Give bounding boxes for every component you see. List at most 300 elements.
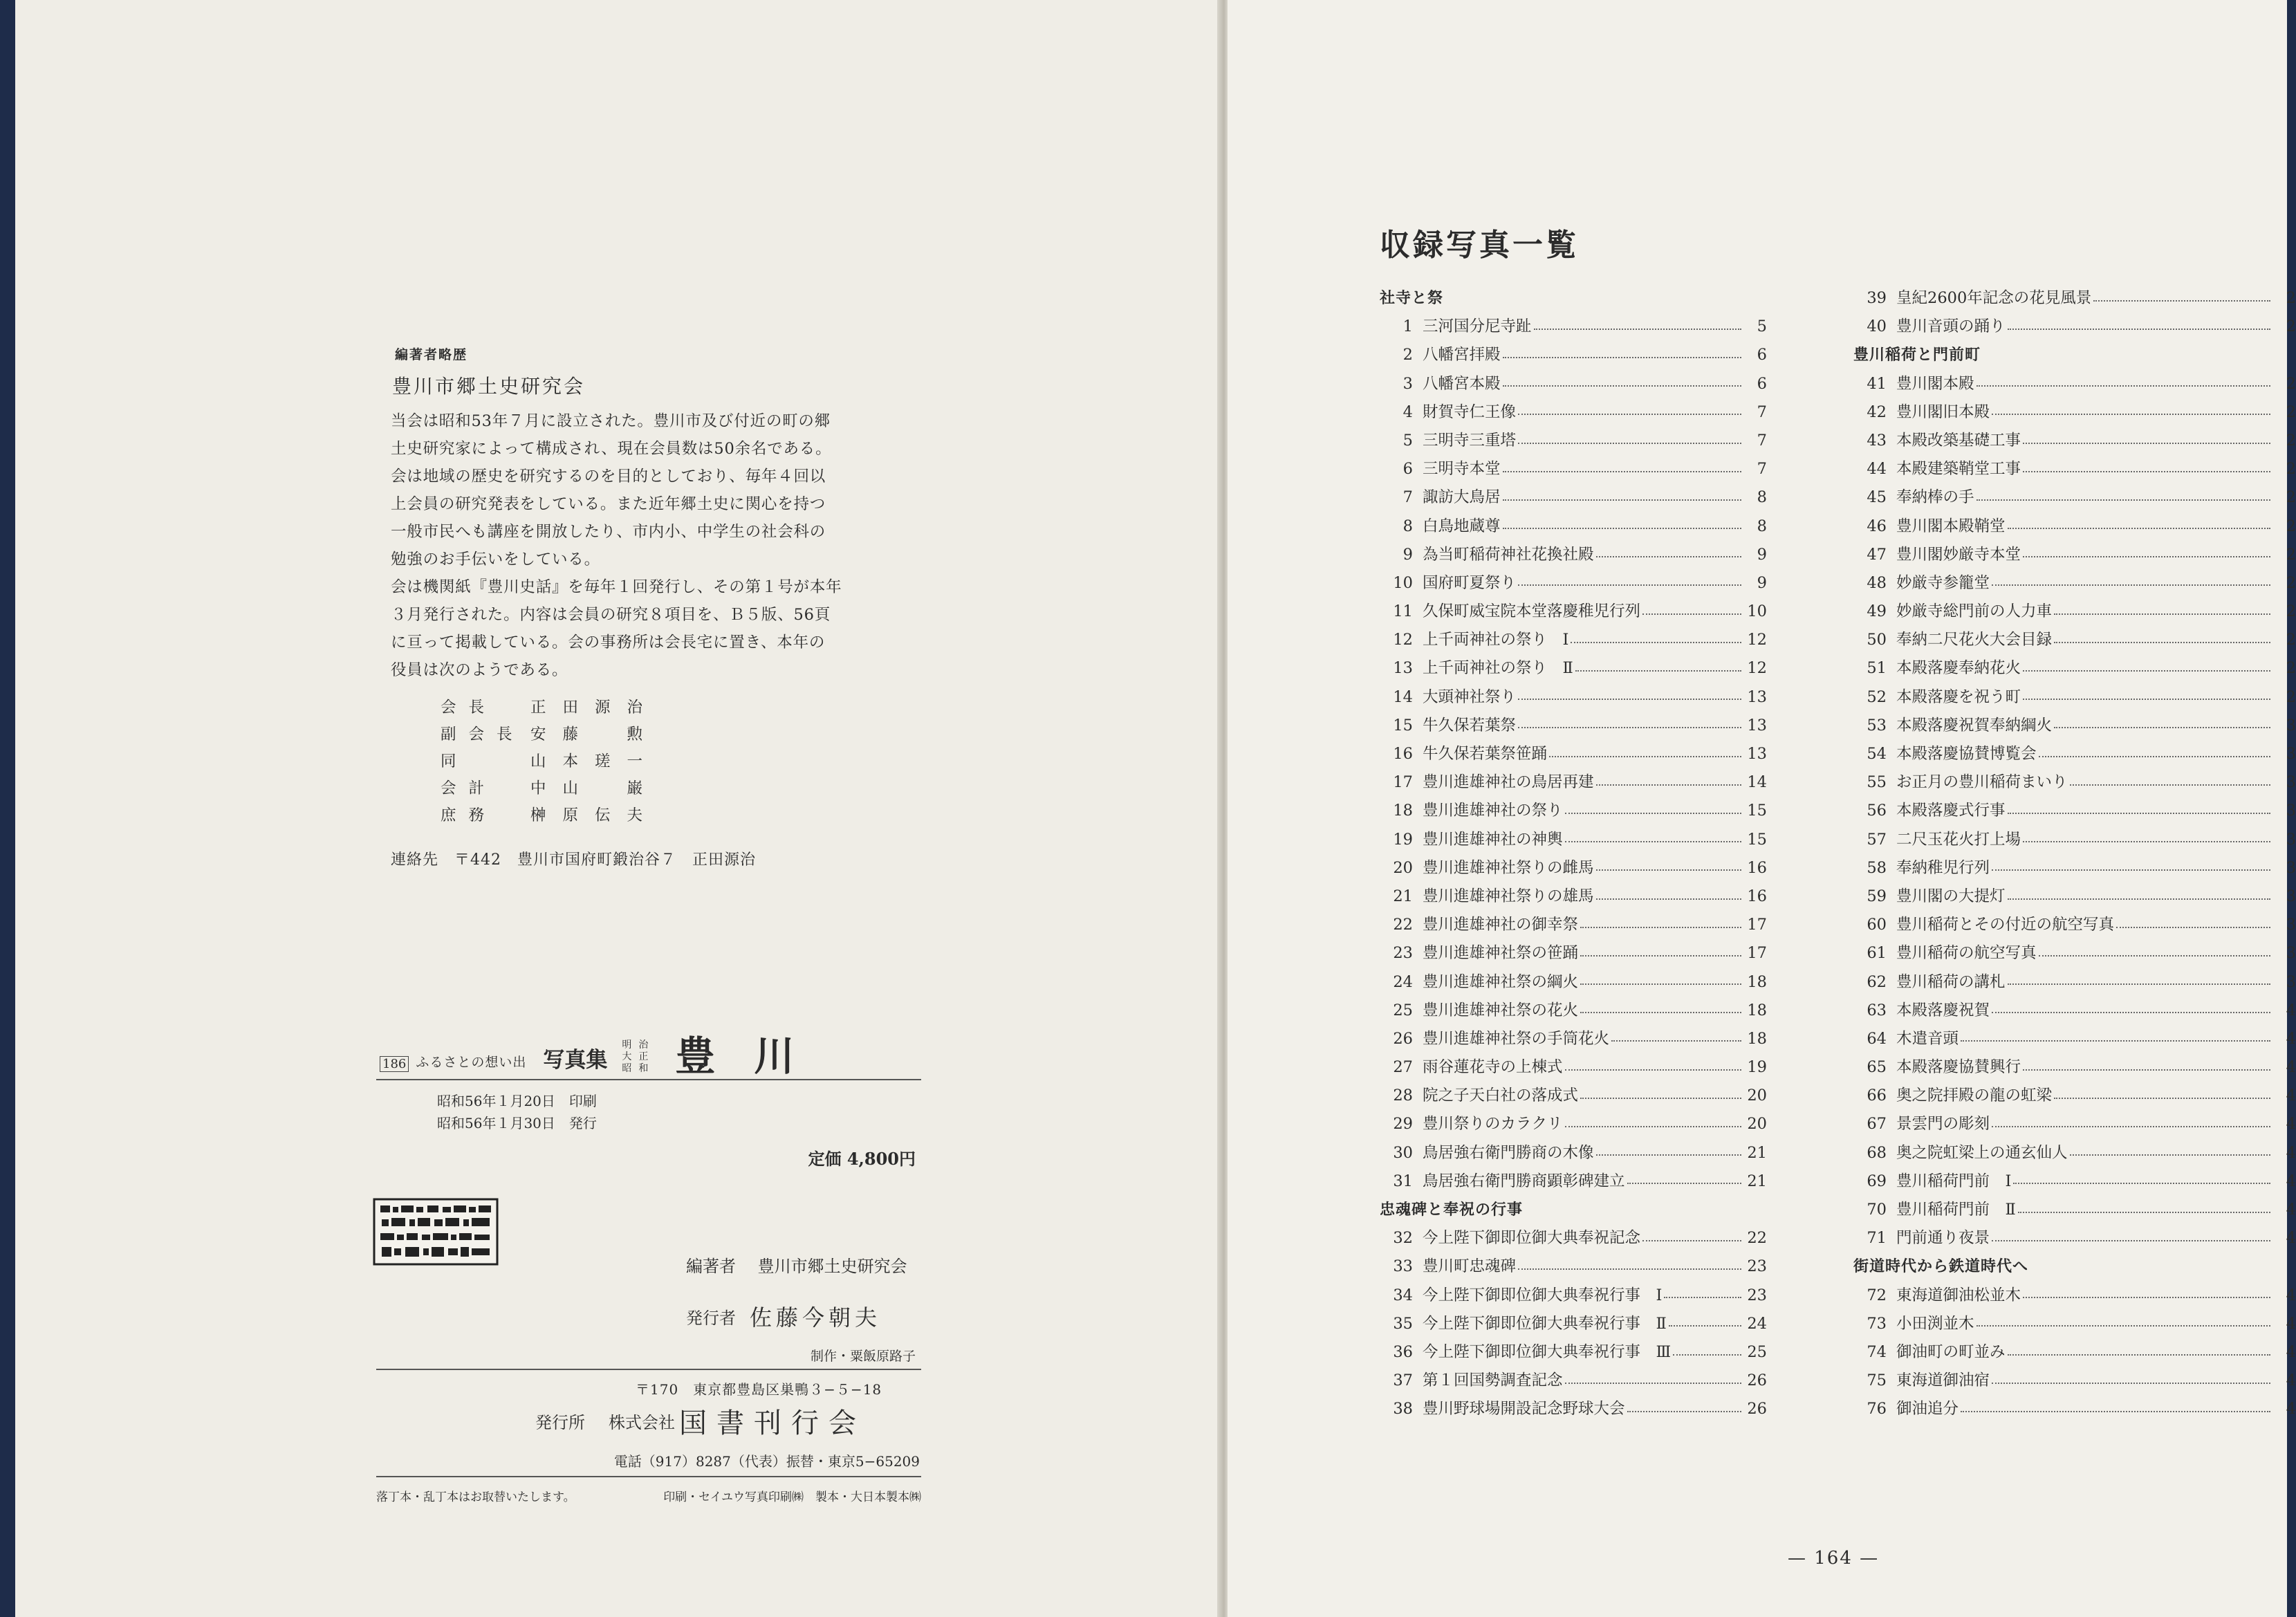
entry-page: 24 [1747,1314,1767,1333]
publisher-name: 佐藤今朝夫 [750,1304,882,1331]
dot-leader [2116,927,2270,928]
dot-leader [1565,1069,1741,1071]
dot-leader [2008,983,2270,985]
entry-title: 鳥居強右衛門勝商顕彰碑建立 [1423,1172,1625,1190]
dot-leader [1565,813,1741,814]
officer-role: 庶務 [441,806,497,824]
toc-entry [1380,712,1767,740]
toc-entry [1380,826,1767,854]
entry-page: 23 [1747,1286,1767,1304]
entry-number: 41 [1867,374,1887,393]
entry-title: 本殿建築鞘堂工事 [1896,460,2021,479]
entry-page: 21 [1747,1172,1767,1190]
toc-entry [1380,1082,1767,1110]
entry-number: 10 [1393,573,1413,592]
entry-number: 75 [1867,1371,1887,1390]
toc-entry [1380,512,1767,541]
toc-entry [1853,654,2296,683]
toc-entry [1853,939,2296,968]
toc-entry [1853,284,2296,313]
entry-number: 34 [1393,1286,1413,1304]
entry-page: 7 [1757,460,1767,479]
dot-leader [2070,784,2270,786]
dot-leader [1518,1268,1741,1270]
toc-entry [1853,683,2296,712]
entry-number: 28 [1393,1087,1413,1105]
dot-leader [2023,1069,2270,1071]
toc-entry [1853,997,2296,1025]
entry-number: 21 [1393,887,1413,905]
entry-number: 42 [1867,403,1887,421]
entry-number: 9 [1402,545,1413,564]
entry-title: 今上陛下御即位御大典奉祝記念 [1423,1229,1641,1248]
bio-paragraph [391,407,902,684]
entry-title: 豊川稲荷の講札 [1896,972,2006,991]
entry-number: 32 [1393,1229,1413,1248]
dot-leader [1642,1240,1741,1241]
entry-title: 豊川進雄神社の神輿 [1423,830,1563,849]
entry-page: 15 [1747,830,1767,849]
era-char: 正 [638,1051,649,1062]
entry-page: 4 [2286,1201,2296,1219]
entry-number: 52 [1867,687,1887,706]
dot-leader [1518,584,1741,586]
toc-entry [1380,1367,1767,1395]
entry-number: 66 [1867,1087,1887,1105]
toc-entry [1853,1367,2296,1395]
entry-number: 15 [1393,716,1413,734]
entry-page: 4 [2286,1229,2296,1248]
dot-leader [1575,670,1741,672]
toc-entry [1853,1310,2296,1338]
entry-number: 20 [1393,858,1413,877]
bio-line: に亘って掲載している。会の事務所は会長宅に置き、本年の [391,634,826,652]
entry-page: 3 [2286,972,2296,991]
dot-leader [2023,1297,2270,1298]
entry-number: 69 [1867,1172,1887,1190]
colophon-title-line [376,1035,921,1080]
toc-entry [1853,1224,2296,1253]
toc-entry [1380,883,1767,911]
dot-leader [2070,1154,2270,1156]
editor-biography [391,344,902,869]
entry-number: 68 [1867,1143,1887,1162]
entry-title: 豊川稲荷門前 Ⅰ [1896,1172,2012,1190]
entry-number: 53 [1867,716,1887,734]
toc-entry [1380,598,1767,626]
entry-title: 二尺玉花火打上場 [1896,830,2021,849]
toc-entry [1380,1053,1767,1082]
book-title: 豊川 [675,1033,833,1080]
officer-list [441,692,902,827]
toc-entry [1853,313,2296,341]
entry-title: 上千両神社の祭り Ⅰ [1423,631,1569,649]
dot-leader [1580,1012,1741,1013]
entry-page: 2 [2286,573,2296,592]
dot-leader [1673,1354,1741,1356]
entry-number: 63 [1867,1001,1887,1019]
dot-leader [1992,1383,2270,1384]
era-char: 和 [638,1063,649,1074]
entry-number: 61 [1867,944,1887,963]
firm-name: 国書刊行会 [679,1407,866,1439]
dot-leader [2054,642,2270,643]
entry-page: 2 [2286,488,2296,507]
toc-entry [1380,797,1767,825]
entry-title: 八幡宮拝殿 [1423,346,1501,364]
dot-leader [1976,385,2270,387]
entry-page: 8 [1757,517,1767,535]
entry-number: 47 [1867,545,1887,564]
entry-title: 国府町夏祭り [1423,573,1517,592]
entry-title: 小田渕並木 [1896,1314,1974,1333]
entry-title: 豊川閣の大提灯 [1896,887,2006,905]
toc-entry [1853,1053,2296,1082]
entry-title: 雨谷蓮花寺の上棟式 [1423,1058,1563,1077]
entry-number: 30 [1393,1143,1413,1162]
entry-page: 4 [2286,1314,2296,1333]
toc-entry [1380,1110,1767,1138]
dot-leader [1534,329,1741,330]
toc-entry [1380,1395,1767,1423]
colophon [376,1035,921,1504]
bio-line: 一般市民へも講座を開放したり、市内小、中学生の社会科の [391,523,826,541]
entry-number: 56 [1867,802,1887,820]
entry-number: 14 [1393,687,1413,706]
entry-title: 大頭神社祭り [1423,687,1517,706]
entry-number: 36 [1393,1342,1413,1361]
entry-title: 三明寺本堂 [1423,460,1501,479]
toc-entry [1853,455,2296,483]
entry-page: 4 [2286,1371,2296,1390]
entry-page: 18 [1747,972,1767,991]
entry-page: 3 [2286,944,2296,963]
dot-leader [1642,613,1741,615]
toc-section-heading: 社寺と祭 [1380,289,1444,307]
dot-leader [1565,841,1741,842]
left-page [15,0,1221,1617]
toc-entry [1853,968,2296,997]
entry-number: 1 [1402,317,1413,336]
entry-number: 72 [1867,1286,1887,1304]
entry-title: 今上陛下御即位御大典奉祝行事 Ⅱ [1423,1314,1667,1333]
entry-title: 豊川進雄神社祭りの雄馬 [1423,887,1594,905]
entry-number: 23 [1393,944,1413,963]
entry-page: 2 [2286,659,2296,678]
entry-page: 2 [2286,431,2296,450]
entry-number: 67 [1867,1115,1887,1134]
entry-page: 2 [2286,631,2296,649]
toc-section-heading: 豊川稲荷と門前町 [1853,346,1981,364]
entry-number: 76 [1867,1400,1887,1419]
toc-entry [1853,712,2296,740]
editor-name: 豊川市郷土史研究会 [757,1257,907,1276]
dot-leader [2018,1212,2270,1213]
entry-title: 豊川祭りのカラクリ [1423,1115,1563,1134]
toc-section-heading: 街道時代から鉄道時代へ [1853,1257,2029,1276]
officer-row [441,773,902,800]
toc-entry [1853,1110,2296,1138]
telephone-line: 電話（917）8287（代表）振替・東京5−65209 [376,1450,921,1477]
entry-title: 豊川閣旧本殿 [1896,403,1990,421]
entry-page: 2 [2286,460,2296,479]
entry-title: 本殿落慶奉納花火 [1896,659,2021,678]
entry-number: 57 [1867,830,1887,849]
entry-title: 本殿改築基礎工事 [1896,431,2021,450]
entry-page: 3 [2286,716,2296,734]
entry-number: 64 [1867,1029,1887,1048]
toc-entry [1853,1395,2296,1423]
footer-right: 印刷・セイユウ写真印刷㈱ 製本・大日本製本㈱ [663,1490,921,1504]
entry-number: 65 [1867,1058,1887,1077]
dot-leader [1627,1411,1741,1412]
entry-page: 4 [2286,1001,2296,1019]
publisher-row [686,1300,921,1332]
toc-entry [1380,569,1767,598]
dot-leader [1503,385,1741,387]
toc-entry [1380,341,1767,369]
toc-entry [1853,854,2296,883]
entry-number: 39 [1867,289,1887,307]
toc-column-2 [1853,284,2296,1424]
entry-number: 3 [1402,374,1413,393]
entry-number: 6 [1402,460,1413,479]
firm-kk: 株式会社 [609,1413,675,1432]
dot-leader [1664,1297,1741,1298]
price: 定価 4,800円 [808,1149,916,1169]
entry-page: 4 [2286,1115,2296,1134]
dot-leader [1992,869,2270,871]
officer-name: 山本瑳一 [530,752,660,770]
entry-number: 7 [1402,488,1413,507]
editor-label: 編著者 [686,1257,736,1276]
toc-column-1 [1380,284,1767,1424]
toc-entry [1380,1139,1767,1167]
dot-leader [2013,1183,2270,1184]
entry-page: 3 [2286,858,2296,877]
entry-number: 58 [1867,858,1887,877]
entry-title: 豊川進雄神社祭の笹踊 [1423,944,1579,963]
dot-leader [1580,927,1741,928]
bio-line: 会は地域の歴史を研究するのを目的としており、毎年４回以 [391,468,826,486]
era-char: 大 [622,1051,632,1062]
toc-section-heading: 忠魂碑と奉祝の行事 [1380,1201,1524,1219]
publishing-firm [535,1401,921,1441]
entry-page: 2 [2286,687,2296,706]
entry-number: 45 [1867,488,1887,507]
entry-page: 4 [2286,1342,2296,1361]
toc-entry [1380,1338,1767,1367]
entry-title: 御油追分 [1896,1400,1959,1419]
toc-entry [1853,541,2296,569]
entry-number: 73 [1867,1314,1887,1333]
series-number: 186 [380,1056,409,1072]
dot-leader [1518,443,1741,444]
entry-number: 46 [1867,517,1887,535]
toc-entry [1380,313,1767,341]
entry-number: 74 [1867,1342,1887,1361]
entry-page: 2 [2286,403,2296,421]
dot-leader [1565,1383,1741,1384]
bio-line: 当会は昭和53年７月に設立された。豊川市及び付近の町の郷 [391,412,831,430]
officer-name: 榊原伝夫 [530,806,660,824]
entry-title: 奉納二尺花火大会目録 [1896,631,2053,649]
entry-page: 4 [2286,1400,2296,1419]
entry-title: 妙厳寺総門前の人力車 [1896,602,2053,621]
entry-title: 白鳥地蔵尊 [1423,517,1501,535]
entry-title: 豊川音頭の踊り [1896,317,2006,336]
entry-title: 豊川稲荷門前 Ⅱ [1896,1201,2016,1219]
dot-leader [1549,756,1741,757]
dot-leader [1976,1325,2270,1327]
toc-entry [1853,1167,2296,1196]
firm-label: 発行所 [535,1413,585,1432]
toc-entry [1380,654,1767,683]
entry-title: 奉納稚児行列 [1896,858,1990,877]
dot-leader [2023,471,2270,472]
dot-leader [1596,898,1741,900]
entry-title: 豊川進雄神社祭の手筒花火 [1423,1029,1610,1048]
entry-page: 17 [1747,916,1767,934]
right-page [1228,0,2296,1617]
entry-title: 御油町の町並み [1896,1342,2006,1361]
toc-entry [1380,541,1767,569]
officer-row [441,719,902,746]
dot-leader [1518,414,1741,415]
dot-leader [2054,613,2270,615]
entry-title: 豊川稲荷とその付近の航空写真 [1896,916,2115,934]
toc-entry [1853,398,2296,427]
entry-title: 第１回国勢調査記念 [1423,1371,1563,1390]
entry-number: 16 [1393,745,1413,763]
entry-number: 51 [1867,659,1887,678]
dot-leader [1596,784,1741,786]
entry-number: 29 [1393,1115,1413,1134]
toc-entry [1380,683,1767,712]
entry-page: 25 [1747,1342,1767,1361]
entry-number: 55 [1867,773,1887,792]
entry-title: 皇紀2600年記念の花見風景 [1896,289,2092,307]
entry-number: 71 [1867,1229,1887,1248]
dot-leader [2008,1354,2270,1356]
dot-leader [1503,357,1741,358]
entry-number: 26 [1393,1029,1413,1048]
entry-page: 4 [2286,1286,2296,1304]
toc-entry [1853,370,2296,398]
entry-title: 木遣音頭 [1896,1029,1959,1048]
dot-leader [2054,727,2270,728]
entry-page: 2 [2286,317,2296,336]
entry-number: 13 [1393,659,1413,678]
entry-number: 33 [1393,1257,1413,1276]
entry-title: 本殿落慶祝賀 [1896,1001,1990,1019]
entry-page: 7 [1757,403,1767,421]
entry-page: 15 [1747,802,1767,820]
era-char: 明 [622,1040,632,1051]
dot-leader [1992,584,2270,586]
entry-title: 豊川進雄神社祭の綱火 [1423,972,1579,991]
entry-title: 豊川進雄神社祭の花火 [1423,1001,1579,1019]
entry-title: 門前通り夜景 [1896,1229,1990,1248]
toc-entry [1853,1196,2296,1224]
toc-entry [1380,626,1767,654]
toc-entry [1853,740,2296,768]
production-credit: 制作・粟飯原路子 [376,1346,921,1370]
entry-page: 7 [1757,431,1767,450]
entry-page: 2 [2286,517,2296,535]
entry-title: 奥之院虹梁上の通玄仙人 [1896,1143,2068,1162]
officer-role: 副会長 [441,725,525,743]
entry-title: 豊川進雄神社の御幸祭 [1423,916,1579,934]
entry-number: 54 [1867,745,1887,763]
entry-title: 三河国分尼寺趾 [1423,317,1532,336]
entry-number: 4 [1402,403,1413,421]
entry-page: 13 [1747,687,1767,706]
entry-number: 50 [1867,631,1887,649]
entry-page: 20 [1747,1115,1767,1134]
entry-title: 東海道御油松並木 [1896,1286,2021,1304]
entry-title: 豊川町忠魂碑 [1423,1257,1517,1276]
entry-page: 17 [1747,944,1767,963]
bio-line: 上会員の研究発表をしている。また近年郷土史に関心を持つ [391,495,826,513]
entry-page: 3 [2286,773,2296,792]
entry-page: 2 [2286,374,2296,393]
entry-title: 豊川閣本殿鞘堂 [1896,517,2006,535]
entry-title: 妙厳寺参籠堂 [1896,573,1990,592]
toc-entry [1853,1282,2296,1310]
era-char: 治 [638,1040,649,1051]
era-names [618,1040,656,1075]
entry-page: 4 [2286,1029,2296,1048]
entry-page: 12 [1747,631,1767,649]
dot-leader [1503,471,1741,472]
entry-number: 49 [1867,602,1887,621]
dot-leader [1611,1040,1741,1042]
entry-page: 2 [2286,289,2296,307]
dot-leader [1503,499,1741,501]
dot-leader [1518,727,1741,728]
contact-line: 連絡先 〒442 豊川市国府町鍛治谷７ 正田源治 [391,851,756,869]
toc-entry [1853,1025,2296,1053]
officer-row [441,692,902,719]
entry-number: 22 [1393,916,1413,934]
dot-leader [1961,1040,2270,1042]
entry-title: 豊川野球場開設記念野球大会 [1423,1400,1625,1419]
entry-number: 40 [1867,317,1887,336]
entry-page: 26 [1747,1400,1767,1419]
entry-number: 12 [1393,631,1413,649]
entry-number: 11 [1393,602,1413,621]
book-kind: 写真集 [543,1048,608,1073]
toc-entry [1853,512,2296,541]
entry-number: 38 [1393,1400,1413,1419]
toc-entry [1853,797,2296,825]
entry-page: 3 [2286,802,2296,820]
entry-title: 豊川稲荷の航空写真 [1896,944,2037,963]
entry-number: 17 [1393,773,1413,792]
entry-title: 東海道御油宿 [1896,1371,1990,1390]
entry-title: 八幡宮本殿 [1423,374,1501,393]
toc-entry [1380,968,1767,997]
dot-leader [1571,642,1741,643]
entry-number: 37 [1393,1371,1413,1390]
entry-page: 22 [1747,1229,1767,1248]
entry-title: 牛久保若葉祭 [1423,716,1517,734]
entry-number: 59 [1867,887,1887,905]
entry-page: 16 [1747,858,1767,877]
toc-entry [1380,398,1767,427]
dot-leader [2039,955,2270,957]
